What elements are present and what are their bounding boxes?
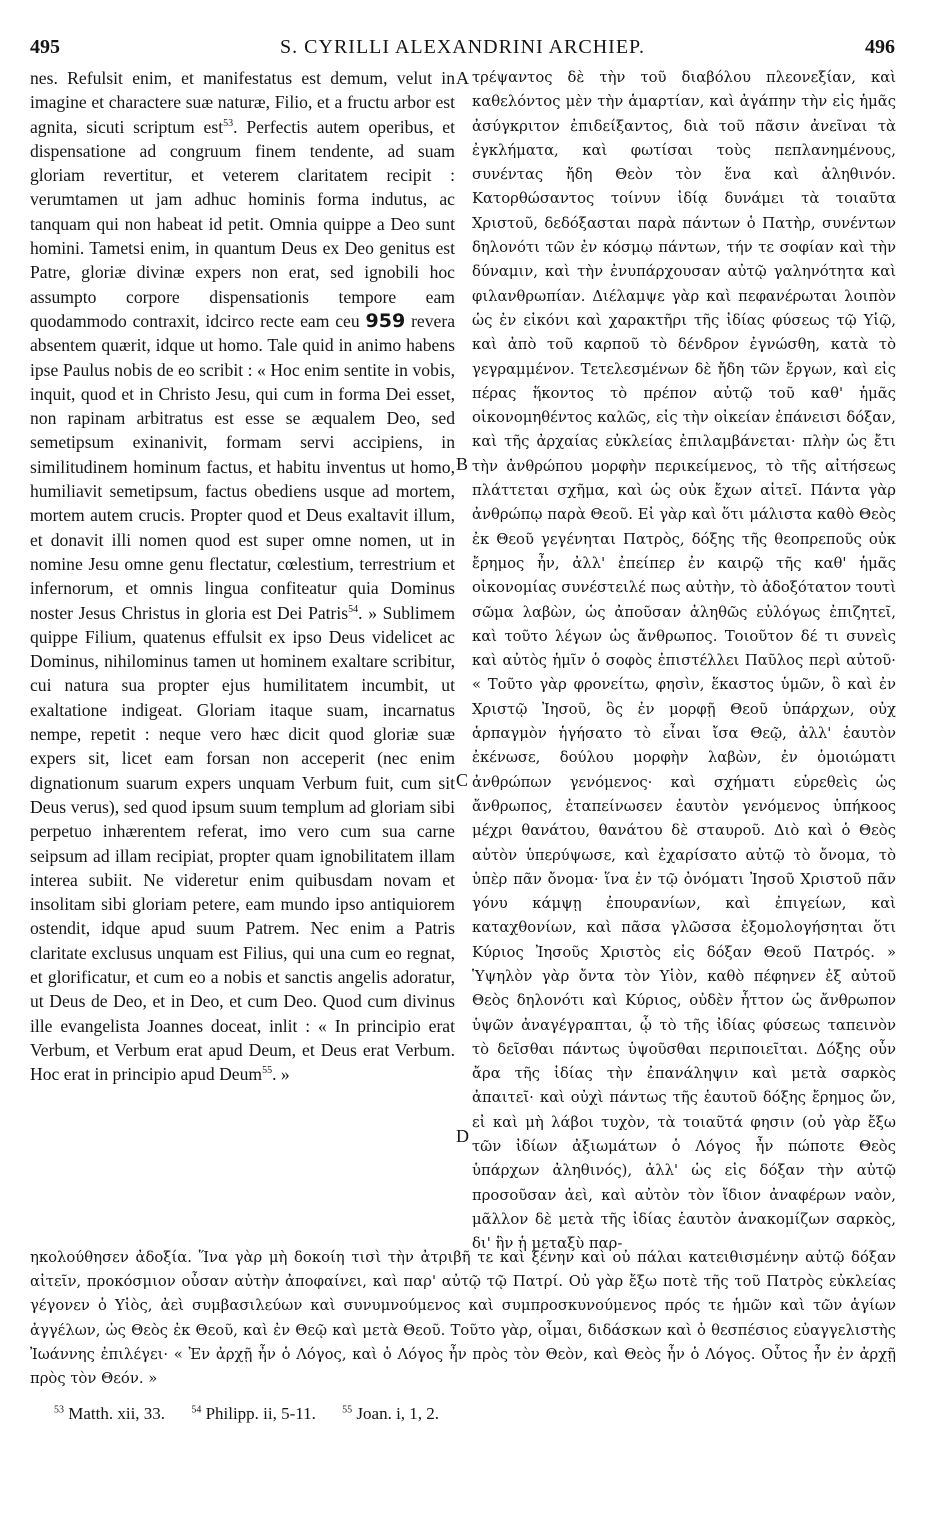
margin-marker-a: A xyxy=(456,68,469,88)
footnote-text: Matth. xii, 33. xyxy=(68,1404,166,1423)
footnote-55 xyxy=(342,1404,439,1423)
greek-column xyxy=(472,66,896,1257)
footnote-num: 54 xyxy=(191,1404,202,1416)
footnote-num: 53 xyxy=(54,1404,64,1416)
margin-marker-b: B xyxy=(456,454,469,474)
latin-column xyxy=(30,66,455,1086)
footnote-text: Philipp. ii, 5-11. xyxy=(205,1404,316,1423)
latin-text xyxy=(30,66,455,1086)
latin-part-4: . » Sublimem quippe Filium, quatenus effulsit ex ipso Deus videlicet ac Dominus, nihilominus tamen ut hominem exaltare scribitur, cui natura sua propter ejus humilitatem incumbit, ut exaltatione indigeat. Gloriam itaque suam, incarnatus nempe, repetit : neque vero hæc dicit quod gloriæ suæ expers sit, licet eam forsan non acceperit (nec enim dignationum suarum expers unquam Verbum fuit, cum sit Deus verus), sed quod ipsum suum templum ad gloriam sibi perpetuo inhærentem referat, imo vero cum sua carne seipsum ad illam recipiat, propter quam ignobilitatem illam interea subiit. Ne videretur enim quibusdam novam et insolitam sibi gloriam petere, eam mundo ipso antiquiorem ostendit, idque apud suum Patrem. Nec enim a Patris claritate exclusus unquam est Filius, qui una cum eo regnat, et glorificatur, et cum eo a nobis et sanctis angelis adoratur, ut Deus de Deo, et in Deo, et cum Deo. Quod cum divinus ille evangelista Joannes doceat, inlit : « In principio erat Verbum, et Verbum erat apud Deum, et Deus erat Verbum. Hoc erat in principio apud Deum xyxy=(30,602,455,1085)
footnote-num: 55 xyxy=(342,1404,353,1416)
column-number: 959 xyxy=(365,309,406,332)
footnote-ref-55: 55 xyxy=(262,1065,273,1077)
left-page-number: 495 xyxy=(30,36,60,58)
latin-part-5: . » xyxy=(272,1064,290,1085)
running-title: S. CYRILLI ALEXANDRINI ARCHIEP. xyxy=(280,36,645,58)
greek-text: τρέψαντος δὲ τὴν τοῦ διαβόλου πλεονεξίαν, καὶ καθελόντος μὲν τὴν ἁμαρτίαν, καὶ ἀγάπην τὴν εἰς ἡμᾶς ἀσύγκριτον ἐπιδείξαντος, διὰ τοῦ πᾶσιν ἀνεῖναι τὰ ἐγκλήματα, καὶ φωτίσαι τοὺς πεπλανημένους, συνέντας ἤδη Θεὸν τὸν ἕνα καὶ ἀληθινόν. Κατορθώσαντος τοίνυν ἰδίᾳ δυνάμει τὰ τοιαῦτα Χριστοῦ, δεδόξασται παρὰ πάντων ὁ Πατὴρ, συνέντων δηλονότι τῶν ἐν κόσμῳ πάντων, τήν τε σοφίαν καὶ τὴν δύναμιν, καὶ τὴν ἐνυπάρχουσαν αὐτῷ γαληνότητα καὶ φιλανθρωπίαν. Διέλαμψε γὰρ καὶ πεφανέρωται λοιπὸν ὡς ἐν εἰκόνι καὶ χαρακτῆρι τῆς ἰδίας φύσεως τῷ Υἱῷ, καὶ ἀπὸ τοῦ καρποῦ τὸ δένδρον ἐγνώσθη, κατὰ τὸ γεγραμμένον. Τετελεσμένων δὲ ἤδη τῶν ἔργων, καὶ εἰς πέρας ἥκοντος τὸ πρέπον αὐτῷ τοῦ καθ' ἡμᾶς οἰκονομηθέντος καλῶς, εἰς τὴν οἰκείαν ἐπάνεισι δόξαν, καὶ τῆς ἀρχαίας εὐκλείας ἐπιλαμβάνεται· πλὴν ὡς ἔτι τὴν ἀνθρώπου μορφὴν περικείμενος, τὸ τῆς αἰτήσεως πλάττεται σχῆμα, καὶ ὡς οὐκ ἔχων αἰτεῖ. Πάντα γὰρ ἀνθρώπῳ παρὰ Θεοῦ. Εἰ γὰρ καὶ ὅτι μάλιστα καθὸ Θεὸς ἐκ Θεοῦ γεγένηται Πατρὸς, δόξης τῆς θεοπρεποῦς οὐκ ἔρημος ἦν, ἀλλ' ἐπείπερ ἐν καιρῷ τῆς καθ' ἡμᾶς οἰκονομίας συνέστειλέ πως αὐτὴν, τὸ ἀδοξότατον τουτὶ σῶμα λαβὼν, ὡς ἀποῦσαν ἀληθῶς εὐλόγως ἐπιζητεῖ, καὶ τοῦτο λέγων ὡς ἄνθρωπος. Τοιοῦτον δέ τι συνεὶς καὶ αὐτὸς ἡμῖν ὁ σοφὸς ἐπιστέλλει Παῦλος περὶ αὐτοῦ· « Τοῦτο γὰρ φρονείτω, φησὶν, ἕκαστος ὑμῶν, ὃ καὶ ἐν Χριστῷ Ἰησοῦ, ὃς ἐν μορφῇ Θεοῦ ὑπάρχων, οὐχ ἁρπαγμὸν ἡγήσατο τὸ εἶναι ἴσα Θεῷ, ἀλλ' ἑαυτὸν ἐκένωσε, δούλου μορφὴν λαβὼν, ἐν ὁμοιώματι ἀνθρώπων γενόμενος· καὶ σχήματι εὑρεθεὶς ὡς ἄνθρωπος, ἐταπείνωσεν ἑαυτὸν γενόμενος ὑπήκοος μέχρι θανάτου, θανάτου δὲ σταυροῦ. Διὸ καὶ ὁ Θεὸς αὐτὸν ὑπερύψωσε, καὶ ἐχαρίσατο αὐτῷ τὸ ὄνομα, τὸ ὑπὲρ πᾶν ὄνομα· ἵνα ἐν τῷ ὀνόματι Ἰησοῦ Χριστοῦ πᾶν γόνυ κάμψῃ ἐπουρανίων, καὶ ἐπιγείων, καὶ καταχθονίων, καὶ πᾶσα γλῶσσα ἐξομολογήσηται ὅτι Κύριος Ἰησοῦς Χριστὸς εἰς δόξαν Θεοῦ Πατρός. » Ὑψηλὸν γὰρ ὄντα τὸν Υἱὸν, καθὸ πέφηνεν ἐξ αὐτοῦ Θεὸς δηλονότι καὶ Κύριος, οὐδὲν ἧττον ὡς ἄνθρωπον ὑψῶν ἀναγέγραπται, ᾧ τὸ τῆς ἰδίας φύσεως ταπεινὸν τὸ δεῖσθαι πάντως ὑψοῦσθαι περιποιεῖται. Δόξης οὖν ἄρα τῆς ἰδίας τὴν ἐπανάληψιν καὶ μετὰ σαρκὸς ἀπαιτεῖ· καὶ οὐχὶ πάντως τῆς ἑαυτοῦ δόξης ἔρημος ὤν, εἰ καὶ μὴ λάβοι τυχὸν, τὰ τοιαῦτά φησιν (οὐ γὰρ ἔξω τῶν ἰδίων ἀξιωμάτων ὁ Λόγος ἦν πώποτε Θεὸς ὑπάρχων ἀληθινός), ἀλλ' ὡς εἰς δόξαν τὴν αὐτῷ προσοῦσαν ἀεὶ, καὶ αὐτὸν τὸν ἴδιον ἀναφέρων ναὸν, μᾶλλον δὲ μετὰ τῆς ἰδίας ἑαυτὸν ἀνακομίζων σαρκὸς, δι' ἣν ἡ μεταξὺ παρ- xyxy=(472,69,896,1253)
running-header xyxy=(30,36,895,62)
greek-continuation: ηκολούθησεν ἀδοξία. Ἵνα γὰρ μὴ δοκοίη τισὶ τὴν ἀτριβῆ τε καὶ ξένην καὶ οὐ πάλαι κατειθισμένην αὐτῷ δόξαν αἰτεῖν, προκόσμιον οὖσαν αὐτὴν ἀποφαίνει, καὶ παρ' αὐτῷ τῷ Πατρί. Οὐ γὰρ ἔξω ποτὲ τῆς τοῦ Πατρὸς εὐκλείας γέγονεν ὁ Υἱὸς, ἀεὶ συμβασιλεύων καὶ συνυμνούμενος καὶ συμπροσκυνούμενος πρός τε ἡμῶν καὶ τῶν ἁγίων ἀγγέλων, ὡς Θεὸς ἐκ Θεοῦ, καὶ ἐν Θεῷ καὶ μετὰ Θεοῦ. Τοῦτο γὰρ, οἶμαι, διδάσκων καὶ ὁ θεσπέσιος εὐαγγελιστὴς Ἰωάννης ἐπιλέγει· « Ἐν ἀρχῇ ἦν ὁ Λόγος, καὶ ὁ Λόγος ἦν πρὸς τὸν Θεὸν, καὶ Θεὸς ἦν ὁ Λόγος. Οὗτος ἦν ἐν ἀρχῇ πρὸς τὸν Θεόν. » xyxy=(30,1249,896,1388)
footnote-53 xyxy=(54,1404,165,1423)
footnote-ref-54: 54 xyxy=(348,603,359,615)
footnote-ref-53: 53 xyxy=(223,117,234,129)
margin-marker-c: C xyxy=(456,770,469,790)
greek-full-width-text xyxy=(30,1246,896,1391)
footnote-54 xyxy=(191,1404,316,1423)
footnotes xyxy=(54,1404,461,1424)
latin-part-3: revera absentem quærit, idque ut homo. Tale quid in animo habens ipse Paulus nobis de eo scribit : « Hoc enim sentite in vobis, inquit, quod et in Christo Jesu, qui cum in forma Dei esset, non rapinam arbitratus est esse se æqualem Deo, sed semetipsum exinanivit, formam servi accipiens, in similitudinem hominum factus, et habitu inventus ut homo, humiliavit semetipsum, factus obediens usque ad mortem, mortem autem crucis. Propter quod et Deus exaltavit illum, et donavit illi nomen quod est super omne nomen, ut in nomine Jesu omne genu flectatur, cœlestium, terrestrium et infernorum, et omnis lingua confiteatur quia Dominus noster Jesus Christus in gloria est Dei Patris xyxy=(30,310,456,623)
margin-marker-d: D xyxy=(456,1126,469,1146)
footnote-text: Joan. i, 1, 2. xyxy=(356,1404,440,1423)
latin-part-1: nes. Refulsit enim, et manifestatus est demum, velut in imagine et charactere suæ naturæ, Filio, et a fructu arbor est agnita, sicuti scriptum est xyxy=(30,68,455,137)
right-page-number: 496 xyxy=(865,36,895,58)
latin-part-2: . Perfectis autem operibus, et dispensatione ad congruum finem tendente, ad suam gloriam revertitur, et veterem claritatem recipit : verumtamen ut jam adhuc hominis forma indutus, ac tanquam qui non habeat id petit. Omnia quippe a Deo sunt homini. Tametsi enim, in quantum Deus ex Deo genitus est Patre, gloriæ divinæ expers non erat, sed ignobili hoc assumpto corpore dispensationis tempore eam quodammodo contraxit, idcirco recte eam ceu xyxy=(30,116,456,331)
